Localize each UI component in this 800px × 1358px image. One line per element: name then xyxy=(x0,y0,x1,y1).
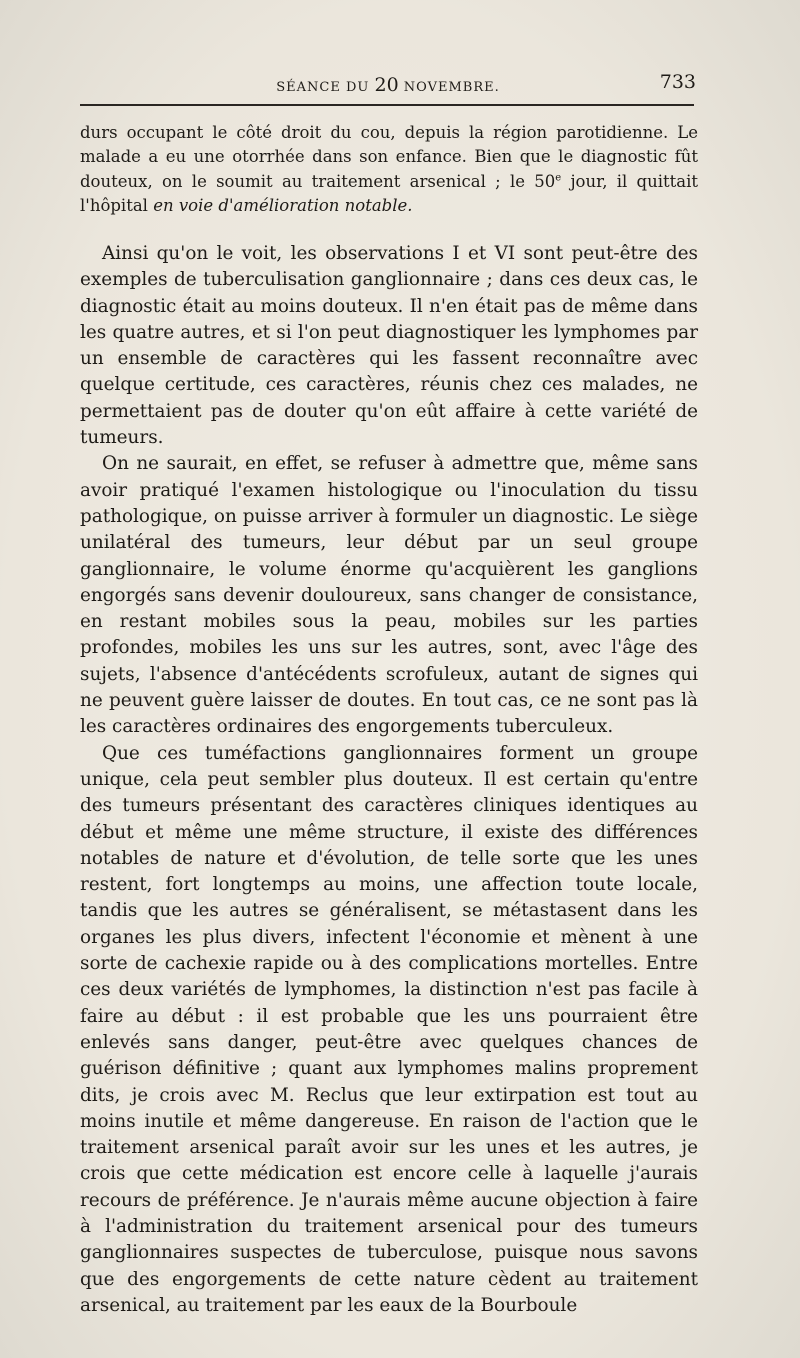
continuation-text-2: jour, il quittait l'hôpital xyxy=(80,171,698,215)
continuation-paragraph xyxy=(80,121,698,218)
running-head-day: 20 xyxy=(374,74,399,96)
paragraph-on-ne-saurait: On ne saurait, en effet, se refuser à admettre que, même sans avoir pratiqué l'examen histologique ou l'inoculation du tissu pathologique, on puisse arriver à formuler un diagnostic. Le siège unilatéral des tumeurs, leur début par un seul groupe ganglionnaire, le volume énorme qu'acquièrent les ganglions engorgés sans devenir douloureux, sans changer de consistance, en restant mobiles sous la peau, mobiles sur les parties profondes, mobiles les uns sur les autres, sont, avec l'âge des sujets, l'absence d'antécédents scrofuleux, autant de signes qui ne peuvent guère laisser de doutes. En tout cas, ce ne sont pas là les caractères ordinaires des engorgements tuberculeux. xyxy=(80,453,698,738)
ordinal-superscript: e xyxy=(555,172,562,184)
running-head-suffix: NOVEMBRE. xyxy=(398,80,500,95)
page-number: 733 xyxy=(659,71,696,93)
body-text xyxy=(80,241,698,1319)
continuation-text-1: durs occupant le côté droit du cou, depuis la région parotidienne. Le malade a eu une otorrhée dans son enfance. Bien que le diagnostic fût douteux, on le soumit au traitement arsenical ; le 50 xyxy=(80,123,698,191)
running-head xyxy=(80,74,696,96)
paragraph-que-ces: Que ces tuméfactions ganglionnaires forment un groupe unique, cela peut sembler plus douteux. Il est certain qu'entre des tumeurs présentant des caractères cliniques identiques au début et même une même structure, il existe des différences notables de nature et d'évolution, de telle sorte que les unes restent, fort longtemps au moins, une affection toute locale, tandis que les autres se généralisent, se métastasent dans les organes les plus divers, infectent l'économie et mènent à une sorte de cachexie rapide ou à des complications mortelles. Entre ces deux variétés de lymphomes, la distinction n'est pas facile à faire au début : il est probable que les uns pourraient être enlevés sans danger, peut-être avec quelques chances de guérison définitive ; quant aux lymphomes malins proprement dits, je crois avec M. Reclus que leur extirpation est tout au moins inutile et même dangereuse. En raison de l'action que le traitement arsenical paraît avoir sur les unes et les autres, je crois que cette médication est encore celle à laquelle j'aurais recours de préférence. Je n'aurais même aucune objection à faire à l'administration du traitement arsenical pour des tumeurs ganglionnaires suspectes de tuberculose, puisque nous savons que des engorgements de cette nature cèdent au traitement arsenical, au traitement par les eaux de la Bourboule xyxy=(80,742,698,1316)
header-rule xyxy=(80,104,694,106)
paragraph-ainsi: Ainsi qu'on le voit, les observations I et VI sont peut-être des exemples de tuberculisation ganglionnaire ; dans ces deux cas, le diagnostic était au moins douteux. Il n'en était pas de même dans les quatre autres, et si l'on peut diagnostiquer les lymphomes par un ensemble de caractères qui les fassent reconnaître avec quelque certitude, ces caractères, réunis chez ces malades, ne permettaient pas de douter qu'on eût affaire à cette variété de tumeurs. xyxy=(80,243,698,449)
continuation-italic: en voie d'amélioration notable. xyxy=(153,195,413,215)
running-head-prefix: SÉANCE DU xyxy=(276,80,375,95)
page-header xyxy=(80,71,696,98)
